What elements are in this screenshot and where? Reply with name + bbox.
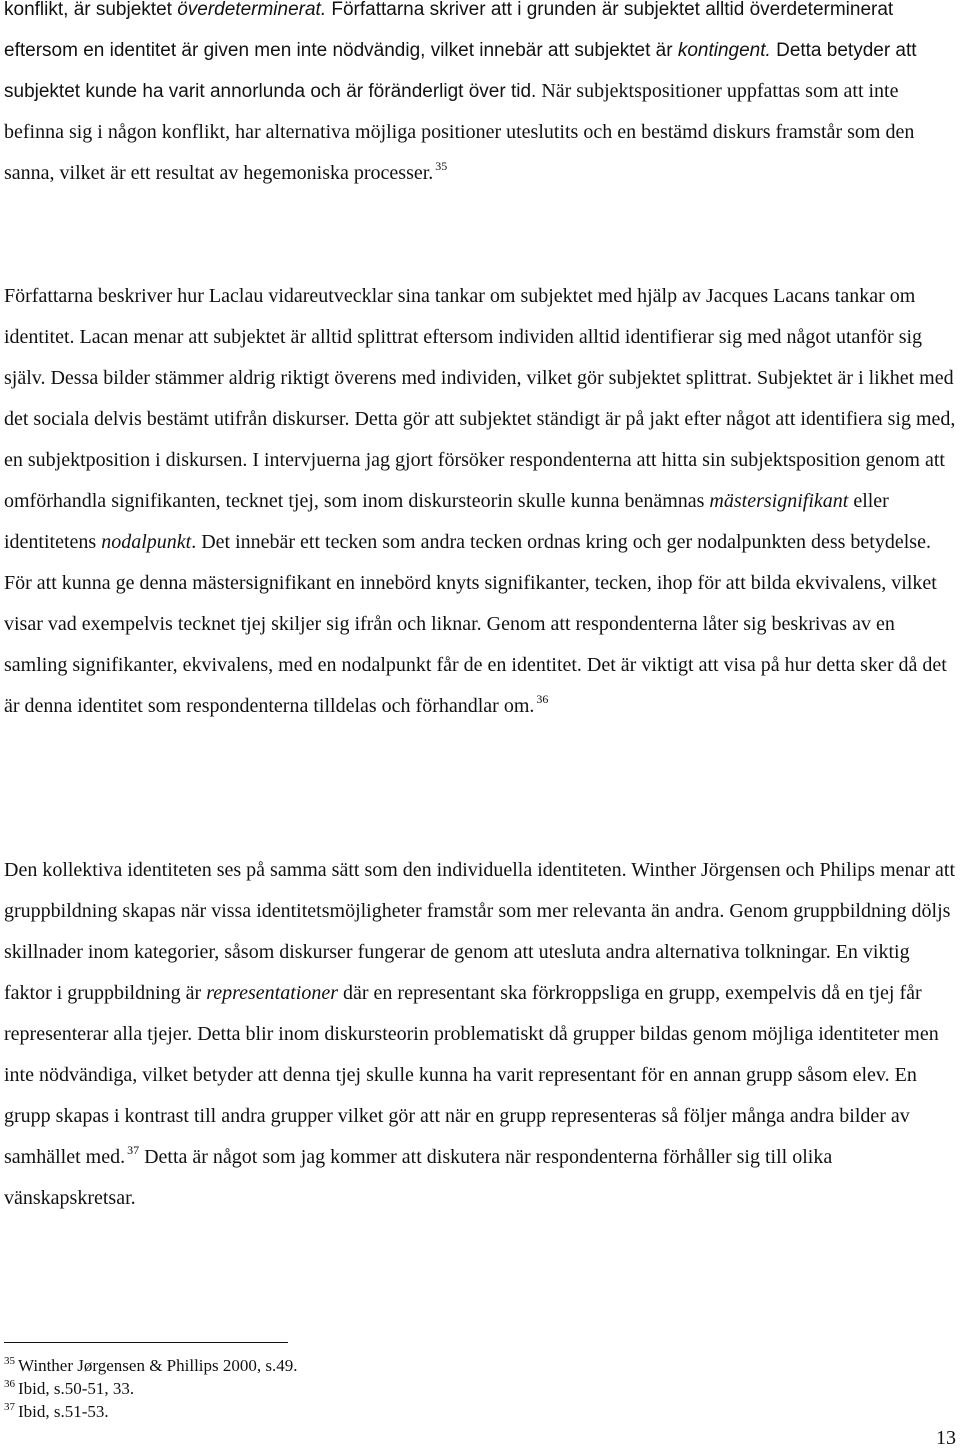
footnote-text: Winther Jørgensen & Phillips 2000, s.49. xyxy=(18,1356,298,1375)
footnote-item xyxy=(4,1377,604,1400)
text-segment: där en representant ska förkroppsliga en grupp, exempelvis då en tjej får representerar alla tjejer. Detta blir inom diskursteorin problematiskt då grupper bildas genom möjliga identiteter men inte nödvändiga, vilket betyder att denna tjej skulle kunna ha varit representant för en annan grupp såsom elev. En grupp skapas i kontrast till andra grupper vilket gör att när en grupp representeras så följer många andra bilder av samhället med. xyxy=(4,982,939,1168)
footnote-item xyxy=(4,1400,604,1423)
italic-term: kontingent. xyxy=(677,40,771,61)
footnote-number: 37 xyxy=(4,1401,15,1414)
footnote-reference: 36 xyxy=(536,692,549,707)
footnote-item xyxy=(4,1354,604,1377)
footnote-number: 35 xyxy=(4,1355,15,1368)
text-segment: Den kollektiva identiteten ses på samma sätt som den individuella identiteten. Winther Jörgensen och Philips menar att gruppbildning skapas när vissa identitetsmöjligheter framstår som mer relevanta än andra. Genom gruppbildning döljs skillnader inom kategorier, såsom diskurser fungerar de genom att utesluta andra alternativa tolkningar. En viktig faktor i gruppbildning är xyxy=(4,859,956,1004)
text-segment: Detta betyder att subjektet kunde ha varit annorlunda och är föränderligt över tid. xyxy=(4,40,917,102)
italic-term: representationer xyxy=(206,982,339,1004)
footnotes xyxy=(4,1354,604,1423)
footnote-number: 36 xyxy=(4,1378,15,1391)
text-segment: eller identitetens xyxy=(4,490,889,553)
body-paragraph-3 xyxy=(4,850,958,1219)
footnote-reference: 35 xyxy=(435,159,448,174)
body-paragraph-1 xyxy=(4,0,958,194)
text-segment: Detta är något som jag kommer att diskutera när respondenterna förhåller sig till olika vänskapskretsar. xyxy=(4,1146,833,1209)
text-segment: Författarna skriver att i grunden är subjektet alltid överdeterminerat eftersom en identitet är given men inte nödvändig, vilket innebär att subjektet är xyxy=(4,0,894,61)
text-segment: Författarna beskriver hur Laclau vidareutvecklar sina tankar om subjektet med hjälp av Jacques Lacans tankar om identitet. Lacan menar att subjektet är alltid splittrat eftersom individen alltid identifierar sig med något utanför sig själv. Dessa bilder stämmer aldrig riktigt överens med individen, vilket gör subjektet splittrat. Subjektet är i likhet med det sociala delvis bestämt utifrån diskurser. Detta gör att subjektet ständigt är på jakt efter något att identifiera sig med, en subjektposition i diskursen. I intervjuerna jag gjort försöker respondenterna att hitta sin subjektsposition genom att omförhandla signifikanten, tecknet tjej, som inom diskursteorin skulle kunna benämnas xyxy=(4,285,956,512)
footnote-text: Ibid, s.50-51, 33. xyxy=(18,1379,135,1398)
text-segment: När subjektspositioner uppfattas som att inte befinna sig i någon konflikt, har alternativa möjliga positioner uteslutits och en bestämd diskurs framstår som den sanna, vilket är ett resultat av hegemoniska processer. xyxy=(4,80,915,184)
footnote-reference: 37 xyxy=(127,1143,140,1158)
text-segment: . Det innebär ett tecken som andra tecken ordnas kring och ger nodalpunkten dess betydelse. För att kunna ge denna mästersignifikant en innebörd knyts signifikanter, tecken, ihop för att bilda ekvivalens, vilket visar vad exempelvis tecknet tjej skiljer sig ifrån och liknar. Genom att respondenterna låter sig beskrivas av en samling signifikanter, ekvivalens, med en nodalpunkt får de en identitet. Det är viktigt att visa på hur detta sker då det är denna identitet som respondenterna tilldelas och förhandlar om. xyxy=(4,531,947,717)
page-number: 13 xyxy=(936,1427,956,1449)
italic-term: mästersignifikant xyxy=(709,490,849,512)
text-segment: konflikt, är subjektet xyxy=(4,0,178,20)
italic-term: överdeterminerat. xyxy=(177,0,327,20)
italic-term: nodalpunkt xyxy=(101,531,192,553)
body-paragraph-2 xyxy=(4,276,958,727)
footnote-text: Ibid, s.51-53. xyxy=(18,1402,109,1421)
footnote-separator xyxy=(4,1342,288,1343)
